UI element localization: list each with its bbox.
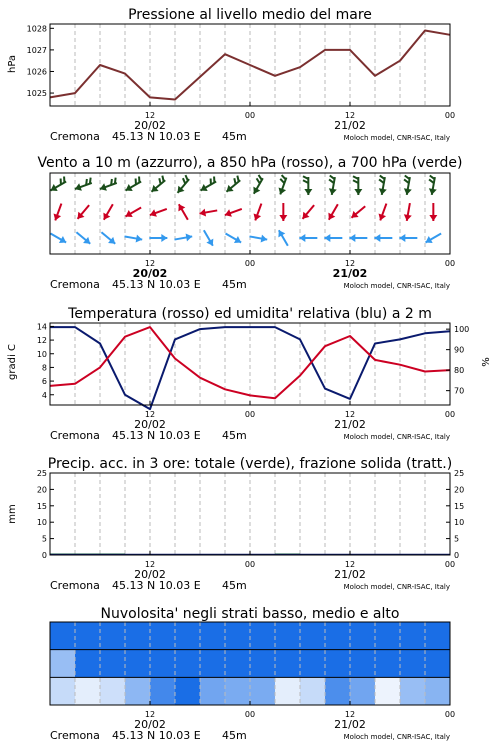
station-label: Cremona <box>50 579 100 592</box>
cloud-cell <box>50 677 75 705</box>
model-credit: Moloch model, CNR-ISAC, Italy <box>343 733 450 741</box>
model-credit: Moloch model, CNR-ISAC, Italy <box>343 433 450 441</box>
cloud-cell <box>325 677 350 705</box>
wind-feather <box>353 176 358 179</box>
cloud-cell <box>50 650 75 678</box>
wind-feather <box>257 178 260 183</box>
date-label: 20/02 <box>134 119 166 132</box>
wind-arrow <box>399 234 417 242</box>
y-tick-label: 4 <box>41 390 47 400</box>
x-tick-label: 00 <box>244 410 256 419</box>
y-tick-label: 14 <box>36 322 47 332</box>
elevation-label: 45m <box>222 278 247 291</box>
wind-arrow <box>329 175 337 194</box>
wind-arrow <box>103 204 112 220</box>
x-tick-label: 00 <box>444 259 456 268</box>
date-label: 21/02 <box>334 119 366 132</box>
precip-panel <box>7 456 464 592</box>
cloud-cell <box>175 622 200 650</box>
x-tick-label: 00 <box>444 710 456 719</box>
coords-label: 45.13 N 10.03 E <box>112 278 201 291</box>
cloud-cell <box>425 650 450 678</box>
y-tick-label: 20 <box>454 485 465 495</box>
x-tick-label: 12 <box>144 410 156 419</box>
wind-arrow <box>374 234 392 242</box>
wind-arrow <box>174 234 192 242</box>
wind-arrow <box>349 234 367 242</box>
wind-arrow <box>225 209 242 217</box>
cloud-cell <box>175 677 200 705</box>
wind-arrow <box>404 175 412 194</box>
wind-feather <box>404 179 409 183</box>
wind-arrow <box>303 176 312 195</box>
cloud-cell <box>200 677 225 705</box>
wind-feather <box>234 178 235 184</box>
cloud-cell <box>150 677 175 705</box>
wind-head <box>354 189 362 195</box>
wind-head <box>299 234 305 242</box>
wind-arrow <box>100 178 117 191</box>
wind-feather <box>159 178 160 184</box>
wind-arrow <box>101 232 115 244</box>
cloud-cell <box>100 650 125 678</box>
x-tick-label: 00 <box>444 410 456 419</box>
wind-feather <box>115 178 116 184</box>
cloud-cell <box>75 622 100 650</box>
cloud-cell <box>275 650 300 678</box>
wind-feather <box>405 175 410 179</box>
x-tick-label: 12 <box>144 259 156 268</box>
y-tick-label: 100 <box>454 325 470 335</box>
y-tick-label: 6 <box>41 377 47 387</box>
wind-arrow <box>429 175 437 194</box>
wind-feather <box>86 179 87 185</box>
wind-arrow <box>126 177 142 191</box>
wind-feather <box>185 175 187 181</box>
pressure-title: Pressione al livello medio del mare <box>128 7 372 23</box>
x-tick-label: 00 <box>244 560 256 569</box>
cloud-cell <box>325 650 350 678</box>
temp-ylabel: gradi C <box>7 344 18 380</box>
cloud-cell <box>75 650 100 678</box>
y-tick-label: 70 <box>454 386 465 396</box>
precip-plot <box>37 469 464 592</box>
cloud-cell <box>75 677 100 705</box>
wind-head <box>429 215 437 221</box>
wind-title: Vento a 10 m (azzurro), a 850 hPa (rosso), a 700 hPa (verde) <box>37 155 463 171</box>
cloud-cell <box>375 677 400 705</box>
wind-feather <box>379 179 384 183</box>
date-label: 21/02 <box>334 568 366 581</box>
wind-arrow <box>199 209 217 217</box>
wind-arrow <box>124 235 142 243</box>
wind-arrow <box>429 203 437 221</box>
wind-arrow <box>226 176 240 192</box>
wind-feather <box>329 179 334 183</box>
wind-arrow <box>351 206 365 218</box>
wind-feather <box>380 175 385 179</box>
y-tick-label: 5 <box>41 534 47 544</box>
wind-arrow <box>75 178 92 191</box>
cloud-cell <box>250 650 275 678</box>
wind-arrow <box>253 175 262 194</box>
wind-feather <box>330 175 335 179</box>
cloud-cell <box>425 622 450 650</box>
cloud-cell <box>200 622 225 650</box>
wind-head <box>161 234 167 242</box>
cloud-cell <box>250 677 275 705</box>
cloud-cell <box>125 677 150 705</box>
wind-feather <box>430 175 435 179</box>
wind-feather <box>429 179 434 183</box>
y-tick-label: 10 <box>36 349 47 359</box>
date-label: 21/02 <box>334 418 366 431</box>
cloud-cell <box>200 650 225 678</box>
rh-ylabel: % <box>481 357 492 367</box>
model-credit: Moloch model, CNR-ISAC, Italy <box>343 282 450 290</box>
cloud-cell <box>350 622 375 650</box>
y-tick-label: 25 <box>36 469 47 478</box>
wind-feather <box>162 176 163 182</box>
cloud-cell <box>275 677 300 705</box>
y-tick-label: 1027 <box>26 45 47 55</box>
cloud-cell <box>375 650 400 678</box>
wind-arrow <box>151 176 165 192</box>
wind-head <box>324 234 330 242</box>
y-tick-label: 10 <box>36 518 47 528</box>
wind-arrow <box>178 175 190 193</box>
y-tick-label: 25 <box>454 469 465 478</box>
cloud-cell <box>225 650 250 678</box>
wind-arrow <box>426 234 442 243</box>
y-tick-label: 80 <box>454 366 465 376</box>
wind-feather <box>90 178 91 184</box>
wind-head <box>279 215 287 221</box>
pressure-panel <box>7 7 455 143</box>
wind-arrow <box>54 204 62 221</box>
cloud-cell <box>100 677 125 705</box>
wind-arrow <box>404 203 412 221</box>
date-label: 20/02 <box>134 568 166 581</box>
wind-arrow <box>149 234 167 242</box>
wind-plot <box>50 173 455 291</box>
coords-label: 45.13 N 10.03 E <box>112 579 201 592</box>
wind-arrow <box>279 203 287 221</box>
wind-head <box>399 234 405 242</box>
wind-feather <box>259 175 262 180</box>
clouds-plot <box>50 622 455 742</box>
precip-ylabel: mm <box>7 504 18 524</box>
wind-feather <box>303 176 308 179</box>
x-tick-label: 12 <box>344 259 356 268</box>
elevation-label: 45m <box>222 429 247 442</box>
wind-arrow <box>254 204 262 221</box>
wind-head <box>349 234 355 242</box>
elevation-label: 45m <box>222 729 247 742</box>
y-tick-label: 1025 <box>26 89 47 99</box>
y-tick-label: 12 <box>36 336 47 346</box>
cloud-cell <box>125 622 150 650</box>
wind-arrow <box>78 205 90 219</box>
wind-feather <box>111 179 112 185</box>
y-tick-label: 15 <box>454 501 465 511</box>
x-tick-label: 12 <box>144 710 156 719</box>
wind-arrow <box>204 230 213 246</box>
wind-arrow <box>379 175 387 194</box>
y-tick-label: 0 <box>41 551 47 560</box>
temp-rh-title: Temperatura (rosso) ed umidita' relativa (blu) a 2 m <box>68 306 432 322</box>
date-label: 20/02 <box>132 267 168 280</box>
cloud-cell <box>300 677 325 705</box>
wind-arrow <box>226 234 242 243</box>
cloud-cell <box>100 622 125 650</box>
wind-arrow <box>126 208 142 217</box>
coords-label: 45.13 N 10.03 E <box>112 130 201 143</box>
wind-arrow <box>299 234 317 242</box>
x-tick-label: 12 <box>344 710 356 719</box>
station-label: Cremona <box>50 429 100 442</box>
wind-feather <box>282 175 286 179</box>
wind-head <box>304 189 312 195</box>
x-tick-label: 00 <box>244 259 256 268</box>
pressure-plot <box>27 24 455 143</box>
cloud-cell <box>175 650 200 678</box>
cloud-cell <box>300 622 325 650</box>
wind-arrow <box>328 204 337 220</box>
station-label: Cremona <box>50 278 100 291</box>
wind-arrow <box>303 205 315 219</box>
wind-arrow <box>324 234 342 242</box>
wind-arrow <box>76 232 90 244</box>
x-tick-label: 00 <box>244 111 256 120</box>
y-tick-label: 8 <box>41 363 47 373</box>
cloud-cell <box>150 650 175 678</box>
cloud-cell <box>300 650 325 678</box>
x-tick-label: 12 <box>344 560 356 569</box>
date-label: 21/02 <box>334 718 366 731</box>
temp-rh-panel <box>7 306 492 442</box>
x-tick-label: 12 <box>144 111 156 120</box>
temp-rh-plot <box>37 322 469 442</box>
wind-feather <box>280 179 284 183</box>
y-tick-label: 0 <box>454 551 460 560</box>
wind-arrow <box>279 175 287 194</box>
y-tick-label: 1026 <box>26 67 47 77</box>
cloud-cell <box>225 622 250 650</box>
wind-feather <box>237 176 238 182</box>
y-tick-label: 1028 <box>26 24 47 34</box>
cloud-cell <box>225 677 250 705</box>
cloud-cell <box>325 622 350 650</box>
coords-label: 45.13 N 10.03 E <box>112 729 201 742</box>
wind-feather <box>183 178 185 184</box>
wind-head <box>374 234 380 242</box>
wind-panel <box>37 155 462 291</box>
cloud-cell <box>425 677 450 705</box>
wind-arrow <box>201 177 217 191</box>
y-tick-label: 5 <box>454 534 460 544</box>
cloud-cell <box>400 677 425 705</box>
model-credit: Moloch model, CNR-ISAC, Italy <box>343 134 450 142</box>
y-tick-label: 15 <box>36 501 47 511</box>
wind-arrow <box>249 235 267 243</box>
cloud-cell <box>350 650 375 678</box>
cloud-cell <box>50 622 75 650</box>
cloud-cell <box>350 677 375 705</box>
date-label: 20/02 <box>134 418 166 431</box>
coords-label: 45.13 N 10.03 E <box>112 429 201 442</box>
clouds-title: Nuvolosita' negli strati basso, medio e alto <box>100 606 400 622</box>
cloud-cell <box>125 650 150 678</box>
x-tick-label: 12 <box>344 410 356 419</box>
wind-arrow <box>178 204 187 220</box>
precip-title: Precip. acc. in 3 ore: totale (verde), frazione solida (tratt.) <box>47 456 453 472</box>
cloud-cell <box>400 650 425 678</box>
wind-arrow <box>51 234 67 243</box>
wind-arrow <box>379 204 387 221</box>
x-tick-label: 00 <box>444 111 456 120</box>
date-label: 21/02 <box>332 267 368 280</box>
pressure-ylabel: hPa <box>7 54 18 74</box>
wind-arrow <box>150 209 167 217</box>
cloud-cell <box>275 622 300 650</box>
x-tick-label: 00 <box>444 560 456 569</box>
plot-frame <box>50 473 450 555</box>
y-tick-label: 10 <box>454 518 465 528</box>
wind-arrow <box>278 230 287 246</box>
date-label: 20/02 <box>134 718 166 731</box>
clouds-panel <box>50 606 455 742</box>
cloud-cell <box>150 622 175 650</box>
model-credit: Moloch model, CNR-ISAC, Italy <box>343 583 450 591</box>
cloud-cell <box>375 622 400 650</box>
wind-arrow <box>353 176 362 195</box>
station-label: Cremona <box>50 130 100 143</box>
y-tick-label: 20 <box>36 485 47 495</box>
elevation-label: 45m <box>222 130 247 143</box>
wind-arrow <box>51 177 67 191</box>
x-tick-label: 00 <box>244 710 256 719</box>
cloud-cell <box>400 622 425 650</box>
station-label: Cremona <box>50 729 100 742</box>
cloud-cell <box>250 622 275 650</box>
elevation-label: 45m <box>222 579 247 592</box>
x-tick-label: 12 <box>344 111 356 120</box>
x-tick-label: 12 <box>144 560 156 569</box>
y-tick-label: 90 <box>454 345 465 355</box>
